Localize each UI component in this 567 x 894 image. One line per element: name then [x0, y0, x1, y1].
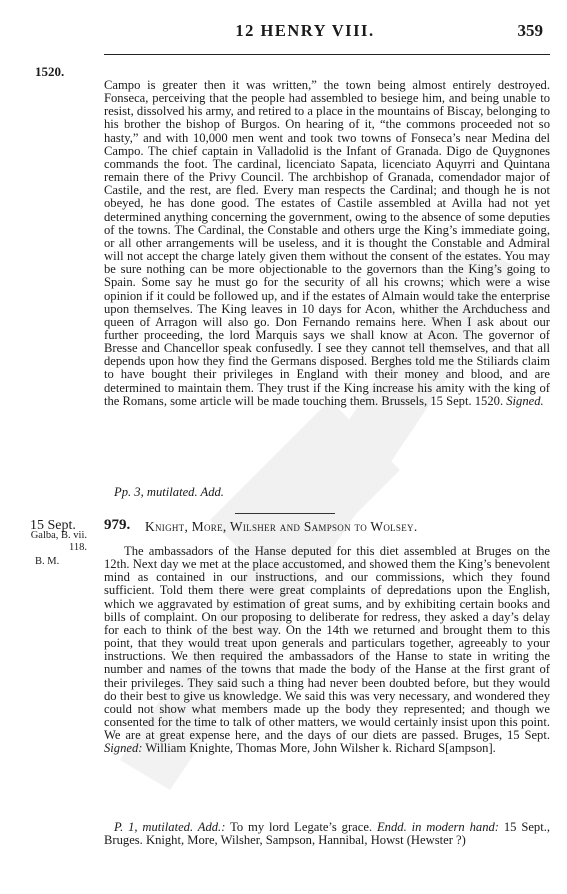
entry-title: Knight, More, Wilsher and Sampson to Wolsey.	[145, 519, 418, 534]
reference-line: Galba, B. vii.	[30, 530, 87, 541]
margin-year: 1520.	[35, 64, 65, 79]
running-title: 12 HENRY VIII.	[235, 21, 375, 40]
signers: William Knighte, Thomas More, John Wilsher k. Richard S[ampson].	[145, 741, 496, 756]
reference-line: 118.	[69, 542, 87, 553]
entry-divider	[235, 513, 335, 514]
continued-entry-note: Pp. 3, mutilated. Add.	[114, 485, 224, 499]
entry-date: 15 Sept.	[30, 518, 76, 533]
signed-mark: Signed.	[506, 393, 544, 408]
page-header	[0, 14, 567, 44]
note-prefix: P. 1, mutilated. Add.:	[114, 820, 226, 834]
note-endorsement: 15 Sept., Bruges. Knight, More, Wilsher, Sampson, Hannibal, Howst (Hewster ?)	[104, 820, 551, 848]
signed-label: Signed:	[104, 741, 143, 756]
entry-body-text: The ambassadors of the Hanse deputed for this diet assembled at Bruges on the 12th. Next day we met at the place accustomed, and showed them the King’s benevolent mind as contained in our instructions, and our commissions, which they found sufficient. Told them there were great complaints of depredations upon the English, which we aggravated by estimation of great sums, and by exhibiting certain books and bills of complaint. On our proposing to deliberate for redress, they asked a day’s delay for each to think of the best way. On the 14th we returned and brought them to this point, that they would treat upon generals and particulars together, agreeably to your instructions. We then required the ambassadors of the Hanse to state in writing the number and names of the towns that made the body of the Hanse at the first grant of their privileges. They said such a thing had never been doubted before, but they would do their best to give us knowledge. We said this was very necessary, and wondered they could not show what members made up the body they represented; and though we consented for the time to talk of other matters, we would certainly insist upon this point. We are at great expense here, and the days of our diets are passed. Bruges, 15 Sept.	[104, 544, 550, 743]
page-number: 359	[517, 21, 543, 40]
note-endorsement-label: Endd. in modern hand:	[376, 820, 499, 834]
entry-reference	[27, 530, 87, 554]
entry-number: 979.	[104, 517, 131, 533]
note-address: To my lord Legate’s grace.	[230, 820, 373, 834]
entry-note	[104, 821, 550, 847]
repository-mark: B. M.	[35, 556, 60, 567]
continued-entry-body	[104, 79, 550, 408]
continued-entry-text: Campo is greater then it was written,” the town being almost entirely destroyed. Fonseca, perceiving that the people had assembled to besiege him, and being unable to resist, dissolved his army, and retired to a place in the mountains of Biscay, belonging to his brother the bishop of Burgos. On hearing of it, “the commons proceeded not so hasty,” and with 10,000 men went and took two towns of Fonseca’s near Medina del Campo. The chief captain in Valladolid is the Infant of Granada. Digo de Quygnones commands the foot. The cardinal, licenciato Sapata, licenciato Aquyrri and Quintana remain there of the Privy Council. The archbishop of Granada, comendador major of Castile, and the rest, are fled. Every man respects the Cardinal; and though he is not obeyed, he has done good. The estates of Castile assembled at Avilla had not yet determined anything concerning the government, owing to the absence of some deputies of the towns. The Cardinal, the Constable and others urge the King’s immediate going, or all other arrangements will be useless, and it is thought the Constable and Admiral will not accept the charge lately given them without the consent of the estates. You may be sure nothing can be more objectionable to the governors than the King’s going to Spain. Some say he must go for the security of all his crowns; which were a wise opinion if it could be followed up, and if the estates of Almain would take the enterprise upon themselves. The King leaves in 10 days for Acon, whither the Archduchess and queen of Arragon will also go. Don Fernando remains here. When I ask about our further proceeding, the lord Marquis says we shall know at Acon. The governor of Bresse and Chancellor speak confusedly. I see they cannot tell themselves, and that all depends upon how they find the Germans disposed. Berghes told me the Stiliards claim to have bought their privileges in England with their money and blood, and are determined to maintain them. They trust if the King increase his amity with the king of the Romans, some article will be made touching them. Brussels, 15 Sept. 1520.	[104, 78, 550, 408]
header-rule	[104, 54, 550, 55]
entry-body	[104, 545, 550, 756]
